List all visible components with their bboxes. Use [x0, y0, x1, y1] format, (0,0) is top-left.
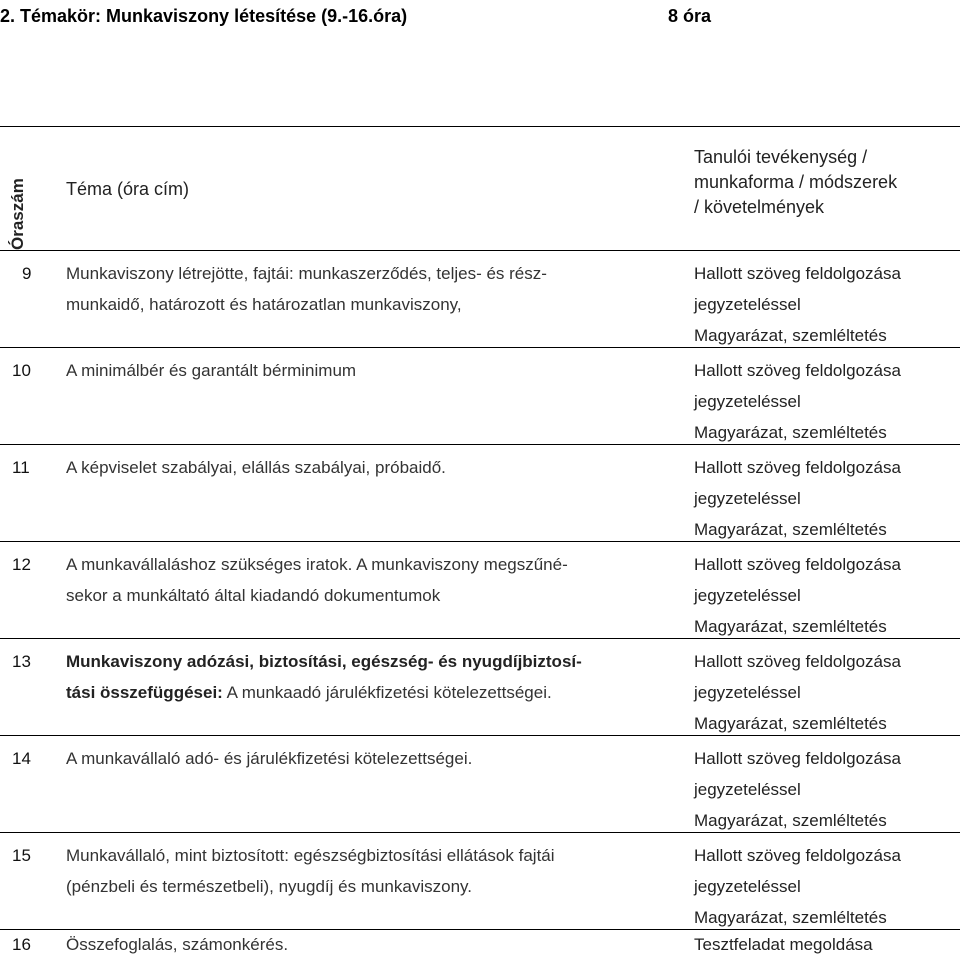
hours-column-header: Óraszám [8, 178, 27, 250]
lesson-topic [66, 258, 674, 320]
section-heading [0, 0, 712, 32]
activity-line: Magyarázat, szemléltetés [694, 520, 887, 539]
lesson-number: 14 [12, 749, 31, 768]
lesson-topic [66, 549, 674, 611]
lesson-activities [694, 355, 901, 448]
activity-line: Magyarázat, szemléltetés [694, 326, 887, 345]
activity-line: Magyarázat, szemléltetés [694, 714, 887, 733]
lesson-activities [694, 743, 901, 836]
table-row [0, 832, 960, 929]
activity-line: Tesztfeladat megoldása [694, 935, 873, 954]
table-row [0, 735, 960, 832]
topic-line: munkaidő, határozott és határozatlan munkaviszony, [66, 295, 462, 314]
activity-line: jegyzeteléssel [694, 586, 801, 605]
activity-line: jegyzeteléssel [694, 392, 801, 411]
lesson-activities [694, 840, 901, 933]
activity-line: Hallott szöveg feldolgozása [694, 555, 901, 574]
activity-header-line: / követelmények [694, 197, 825, 217]
activity-line: Hallott szöveg feldolgozása [694, 846, 901, 865]
topic-line: sekor a munkáltató által kiadandó dokumentumok [66, 586, 441, 605]
lesson-topic [66, 355, 674, 386]
topic-line: Munkaviszony adózási, biztosítási, egészség- és nyugdíjbiztosí- [66, 652, 582, 671]
lesson-activities [694, 452, 901, 545]
topic-line: (pénzbeli és természetbeli), nyugdíj és munkaviszony. [66, 877, 472, 896]
activity-line: Hallott szöveg feldolgozása [694, 458, 901, 477]
lesson-number: 16 [12, 935, 31, 954]
table-row [0, 541, 960, 638]
activity-line: jegyzeteléssel [694, 683, 801, 702]
activity-line: jegyzeteléssel [694, 489, 801, 508]
topic-line: A képviselet szabályai, elállás szabályai, próbaidő. [66, 458, 446, 477]
lesson-activities [694, 258, 901, 351]
lesson-activities [694, 929, 873, 960]
topic-bold-text: tási összefüggései: [66, 683, 223, 702]
topic-line: Munkaviszony létrejötte, fajtái: munkaszerződés, teljes- és rész- [66, 264, 547, 283]
section-title: 2. Témakör: Munkaviszony létesítése (9.-16.óra) [0, 6, 408, 26]
topic-line [66, 677, 674, 708]
activity-line: Hallott szöveg feldolgozása [694, 264, 901, 283]
table-row [0, 444, 960, 541]
section-hours: 8 óra [668, 6, 712, 26]
lesson-number: 12 [12, 555, 31, 574]
lesson-topic [66, 929, 674, 960]
topic-line: Összefoglalás, számonkérés. [66, 935, 289, 954]
activity-line: Magyarázat, szemléltetés [694, 423, 887, 442]
lesson-number: 11 [12, 458, 30, 477]
table-row [0, 929, 960, 964]
activity-line: Magyarázat, szemléltetés [694, 617, 887, 636]
table-row [0, 250, 960, 347]
lesson-number: 15 [12, 846, 31, 865]
activity-line: jegyzeteléssel [694, 780, 801, 799]
activity-line: Hallott szöveg feldolgozása [694, 749, 901, 768]
activity-line: Hallott szöveg feldolgozása [694, 652, 901, 671]
activity-line: jegyzeteléssel [694, 877, 801, 896]
lesson-topic [66, 646, 674, 708]
lesson-topic [66, 840, 674, 902]
activity-header-line: munkaforma / módszerek [694, 172, 898, 192]
topic-line: Munkavállaló, mint biztosított: egészségbiztosítási ellátások fajtái [66, 846, 555, 865]
lesson-activities [694, 646, 901, 739]
lesson-number: 10 [12, 361, 31, 380]
topic-line: A munkavállaló adó- és járulékfizetési kötelezettségei. [66, 749, 473, 768]
activity-line: jegyzeteléssel [694, 295, 801, 314]
lesson-number: 9 [22, 264, 32, 283]
topic-column-header: Téma (óra cím) [66, 179, 190, 199]
table-row [0, 638, 960, 735]
topic-line: A minimálbér és garantált bérminimum [66, 361, 357, 380]
lesson-topic [66, 452, 674, 483]
activity-header-line: Tanulói tevékenység / [694, 147, 868, 167]
lesson-topic [66, 743, 674, 774]
table-row [0, 347, 960, 444]
activity-column-header [694, 145, 897, 220]
lesson-activities [694, 549, 901, 642]
activity-line: Magyarázat, szemléltetés [694, 908, 887, 927]
topic-text: A munkaadó járulékfizetési kötelezettségei. [222, 683, 552, 702]
activity-line: Magyarázat, szemléltetés [694, 811, 887, 830]
activity-line: Hallott szöveg feldolgozása [694, 361, 901, 380]
table-top-border [0, 126, 960, 127]
lesson-number: 13 [12, 652, 31, 671]
topic-line: A munkavállaláshoz szükséges iratok. A munkaviszony megszűné- [66, 555, 568, 574]
